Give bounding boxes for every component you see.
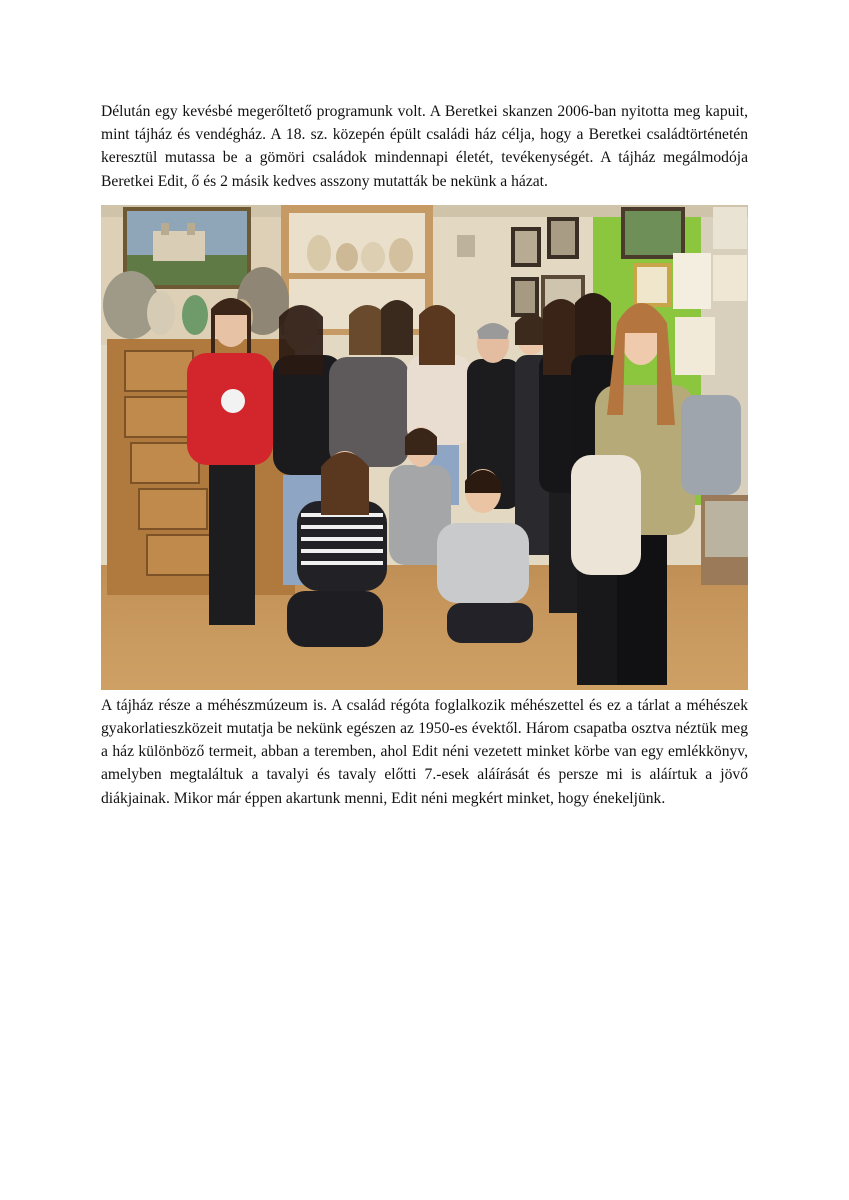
paragraph-intro: Délután egy kevésbé megerőltető programunk volt. A Beretkei skanzen 2006-ban nyitotta meg kapuit, mint tájház és vendégház. A 18. sz. közepén épült családi ház célja, hogy a Beretkei családtörténetén keresztül mutassa be a gömöri családok mindennapi életét, tevékenységét. A tájház megálmodója Beretkei Edit, ő és 2 másik kedves asszony mutatták be nekünk a házat. — [101, 103, 748, 190]
paragraph-museum: A tájház része a méhészmúzeum is. A család régóta foglalkozik méhészettel és ez a tárlat a méhészek gyakorlatieszközeit mutatja be nekünk egészen az 1950-es évektől. Három csapatba osztva néztük meg a ház különböző termeit, abban a teremben, ahol Edit néni vezetett minket körbe van egy emlékkönyv, amelyben megtaláltuk a tavalyi és tavaly előtti 7.-esek aláírását és persze mi is aláírtuk a jövő diákjainak. Mikor már éppen akartunk menni, Edit néni megkért minket, hogy énekeljünk. — [101, 696, 748, 807]
group-photo — [101, 205, 748, 690]
document-page — [101, 100, 748, 810]
